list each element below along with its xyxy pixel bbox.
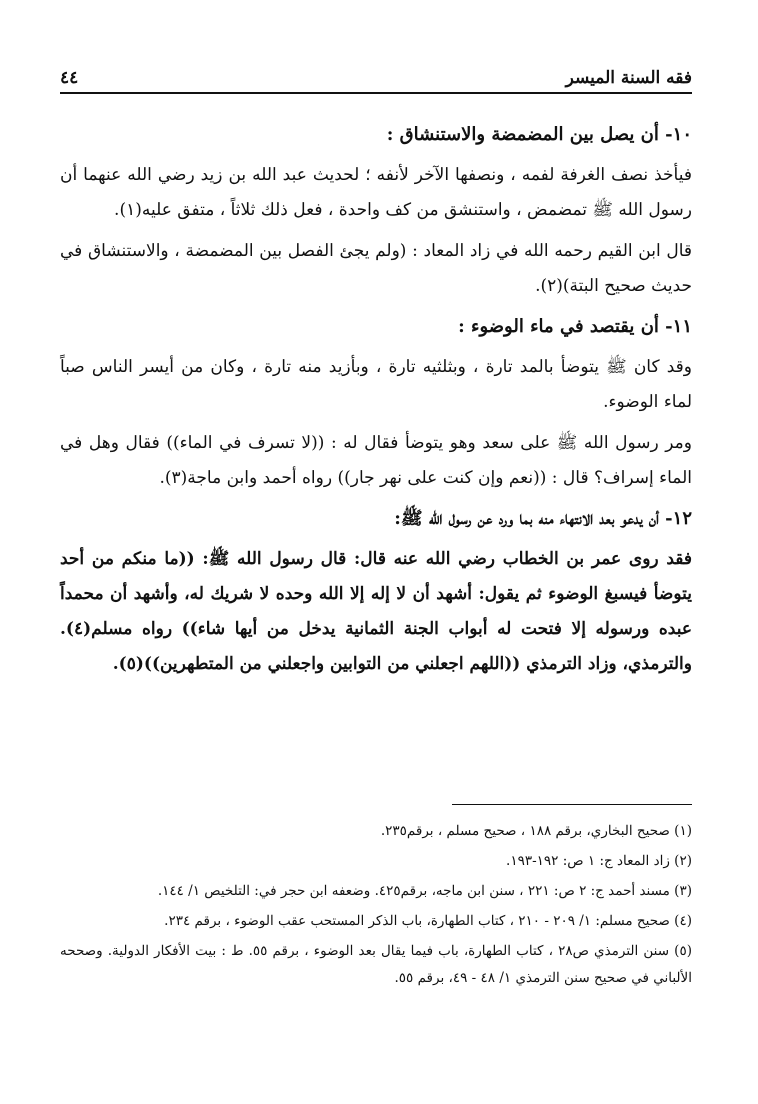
footnotes	[60, 818, 692, 995]
page-number: ٤٤	[60, 68, 79, 88]
footnote: (١) صحيح البخاري، برقم ١٨٨ ، صحيح مسلم ، برقم٢٣٥.	[380, 823, 692, 839]
section-heading: ١٢- أن يدعو بعد الانتهاء منه بما ورد عن رسول الله ﷺ:	[394, 508, 692, 529]
footnote: (٥) سنن الترمذي ص٢٨ ، كتاب الطهارة، باب فيما يقال بعد الوضوء ، برقم ٥٥. ط : بيت الأفكار الدولية. وصححه الألباني في صحيح سنن الترمذي ١/ ٤٨ - ٤٩، برقم ٥٥.	[60, 943, 692, 986]
book-title: فقه السنة الميسر	[565, 68, 692, 88]
footnote: (٣) مسند أحمد ج: ٢ ص: ٢٢١ ، سنن ابن ماجه، برقم٤٢٥. وضعفه ابن حجر في: التلخيص ١/ ١٤٤.	[157, 883, 692, 899]
paragraph: فيأخذ نصف الغرفة لفمه ، ونصفها الآخر لأنفه ؛ لحديث عبد الله بن زيد رضي الله عنهما أن رسول الله ﷺ تمضمض ، واستنشق من كف واحدة ، فعل ذلك ثلاثاً ، متفق عليه(١).	[60, 165, 692, 220]
footnote-separator	[452, 804, 692, 805]
page-body	[60, 112, 692, 688]
paragraph: وقد كان ﷺ يتوضأ بالمد تارة ، وبثلثيه تارة ، وبأزيد منه تارة ، وكان من أيسر الناس صباً لماء الوضوء.	[60, 357, 692, 412]
section-heading: ١١- أن يقتصد في ماء الوضوء :	[458, 316, 692, 337]
footnote: (٢) زاد المعاد ج: ١ ص: ١٩٢-١٩٣.	[506, 853, 692, 869]
section-heading: ١٠- أن يصل بين المضمضة والاستنشاق :	[386, 124, 692, 145]
paragraph: فقد روى عمر بن الخطاب رضي الله عنه قال: قال رسول الله ﷺ: ((ما منكم من أحد يتوضأ فيسبغ الوضوء ثم يقول: أشهد أن لا إله إلا الله وحده لا شريك له، وأشهد أن محمداً عبده ورسوله إلا فتحت له أبواب الجنة الثمانية يدخل من أيها شاء)) رواه مسلم(٤). والترمذي، وزاد الترمذي ((اللهم اجعلني من التوابين واجعلني من المتطهرين))(٥).	[60, 549, 692, 674]
paragraph: ومر رسول الله ﷺ على سعد وهو يتوضأ فقال له : ((لا تسرف في الماء)) فقال وهل في الماء إسراف؟ قال : ((نعم وإن كنت على نهر جار)) رواه أحمد وابن ماجة(٣).	[60, 433, 692, 488]
footnote: (٤) صحيح مسلم: ١/ ٢٠٩ - ٢١٠ ، كتاب الطهارة، باب الذكر المستحب عقب الوضوء ، برقم ٢٣٤.	[164, 913, 692, 929]
page-header	[60, 58, 692, 94]
paragraph: قال ابن القيم رحمه الله في زاد المعاد : (ولم يجئ الفصل بين المضمضة ، والاستنشاق في حديث صحيح البتة)(٢).	[60, 241, 692, 296]
